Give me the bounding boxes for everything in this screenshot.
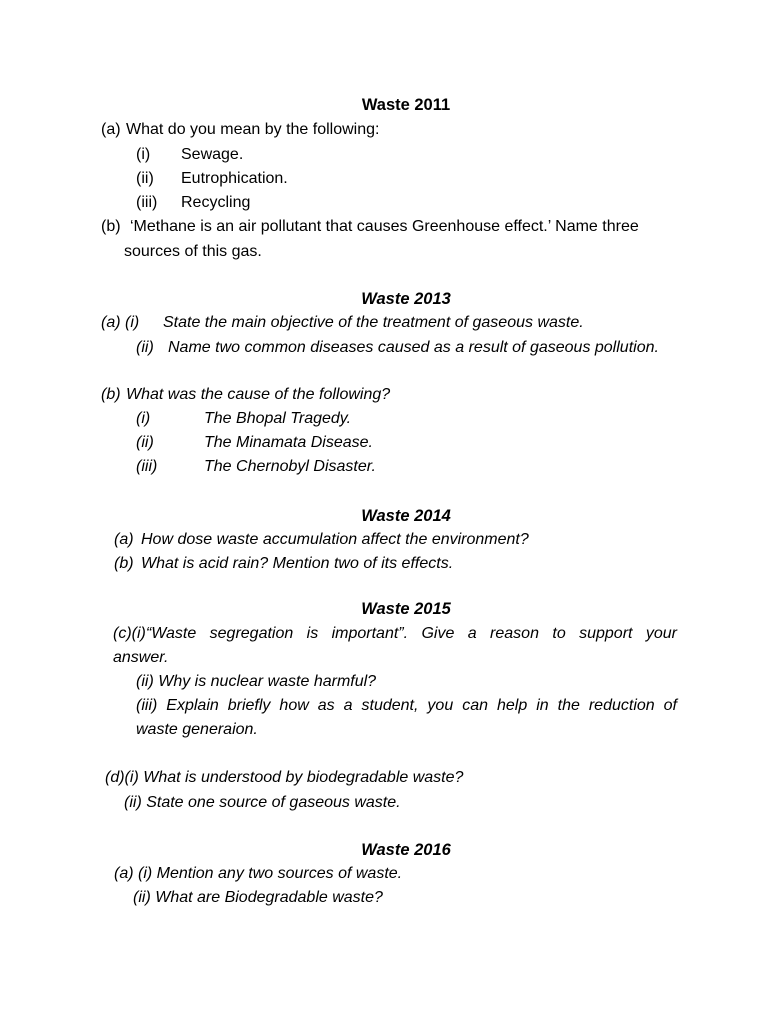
q2013-a-ii-text: Name two common diseases caused as a result of gaseous pollution. [168, 339, 659, 356]
q2013-a-ii-num: (ii) [136, 339, 154, 356]
q2015-c-i-line1: (c)(i)“Waste segregation is important”. Give a reason to support your [113, 625, 677, 642]
q2015-c-ii: (ii) Why is nuclear waste harmful? [136, 673, 377, 690]
q2013-a-i-text: State the main objective of the treatment of gaseous waste. [163, 314, 584, 331]
q2014-b-label: (b) [114, 555, 134, 572]
q2011-a-text: What do you mean by the following: [126, 121, 380, 138]
q2011-a-item-num: (ii) [136, 170, 154, 187]
q2013-b-text: What was the cause of the following? [126, 386, 391, 403]
q2011-b-text-line2: sources of this gas. [124, 243, 262, 260]
q2015-d-i: (d)(i) What is understood by biodegradable waste? [105, 769, 464, 786]
q2013-a-label: (a) (i) [101, 314, 140, 331]
q2016-a-ii: (ii) What are Biodegradable waste? [133, 889, 383, 906]
q2011-a-item-text: Eutrophication. [181, 170, 288, 187]
heading-waste-2011: Waste 2011 [361, 96, 451, 114]
q2015-d-ii: (ii) State one source of gaseous waste. [124, 794, 401, 811]
q2013-b-item-num: (i) [136, 410, 151, 427]
q2011-a-item-num: (iii) [136, 194, 158, 211]
q2013-b-item-text: The Chernobyl Disaster. [204, 458, 376, 475]
q2013-b-item-num: (ii) [136, 434, 154, 451]
q2015-c-iii-line1: (iii) Explain briefly how as a student, you can help in the reduction of [136, 697, 677, 714]
q2013-b-item-num: (iii) [136, 458, 158, 475]
q2015-c-i-line2: answer. [113, 649, 169, 666]
q2013-b-item-text: The Minamata Disease. [204, 434, 373, 451]
q2011-a-label: (a) [101, 121, 121, 138]
q2011-b-label: (b) [101, 218, 121, 235]
q2015-c-iii-line2: waste generaion. [136, 721, 258, 738]
q2011-a-item-num: (i) [136, 146, 151, 163]
q2014-a-label: (a) [114, 531, 134, 548]
q2014-b-text: What is acid rain? Mention two of its effects. [141, 555, 454, 572]
q2011-a-item-text: Sewage. [181, 146, 244, 163]
q2011-a-item-text: Recycling [181, 194, 251, 211]
heading-waste-2015: Waste 2015 [361, 600, 451, 618]
q2016-a-i: (a) (i) Mention any two sources of waste. [114, 865, 403, 882]
q2013-b-item-text: The Bhopal Tragedy. [204, 410, 352, 427]
q2013-b-label: (b) [101, 386, 121, 403]
q2011-b-text-line1: ‘Methane is an air pollutant that causes Greenhouse effect.’ Name three [130, 218, 639, 235]
heading-waste-2016: Waste 2016 [361, 841, 451, 859]
heading-waste-2013: Waste 2013 [361, 290, 451, 308]
q2014-a-text: How dose waste accumulation affect the environment? [141, 531, 529, 548]
heading-waste-2014: Waste 2014 [361, 507, 451, 525]
